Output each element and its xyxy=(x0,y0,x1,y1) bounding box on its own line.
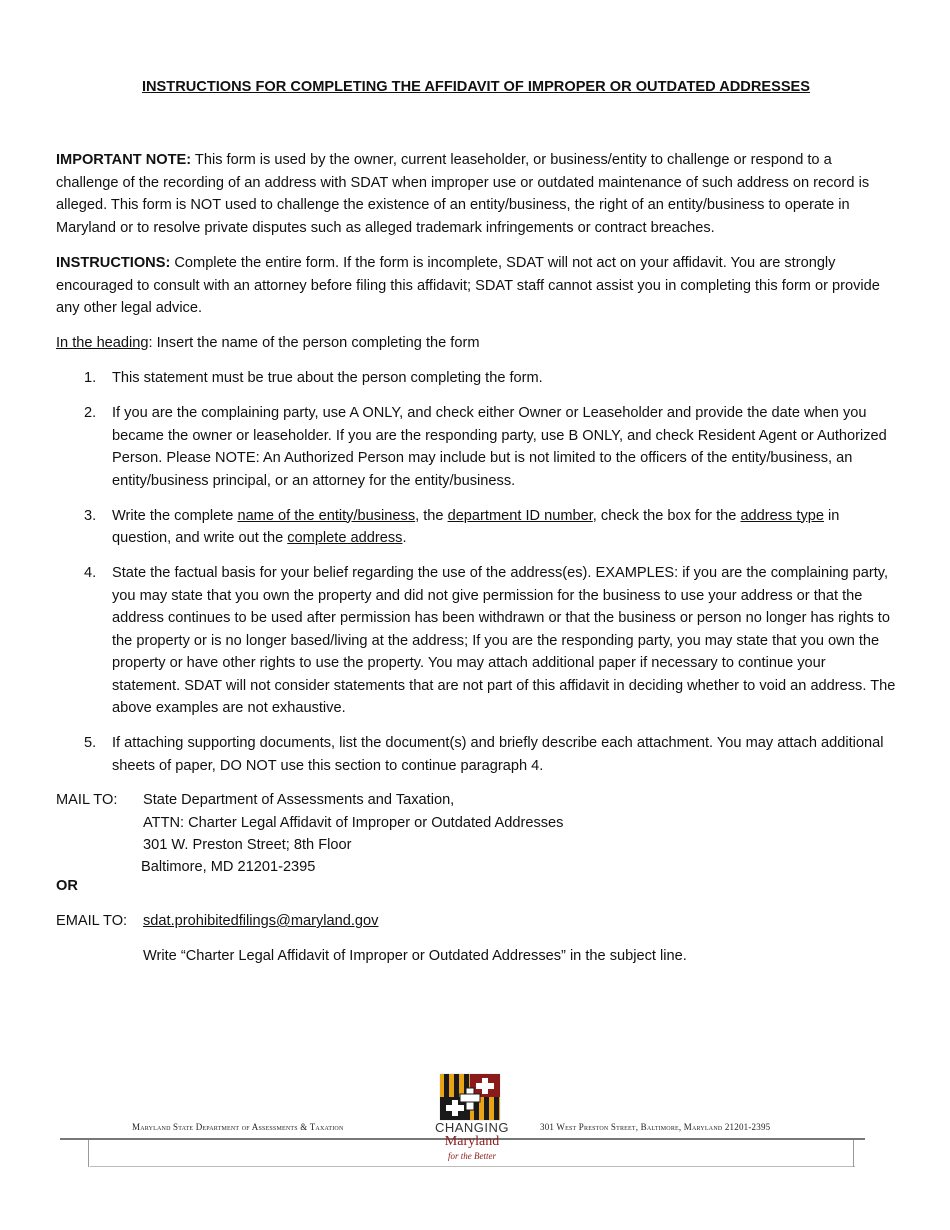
email-subject-note: Write “Charter Legal Affidavit of Improper or Outdated Addresses” in the subject line. xyxy=(143,948,687,964)
list-text: This statement must be true about the person completing the form. xyxy=(112,370,543,386)
list-text-part: in question, and write out the xyxy=(112,507,840,546)
footer-rule-tick xyxy=(853,1140,854,1167)
mail-address xyxy=(143,789,563,877)
important-note-label: IMPORTANT NOTE: xyxy=(56,152,192,168)
list-item xyxy=(56,732,896,777)
logo-maryland-text: Maryland xyxy=(444,1134,500,1149)
footer-rule-tick xyxy=(88,1140,89,1167)
email-link[interactable]: sdat.prohibitedfilings@maryland.gov xyxy=(143,913,379,929)
changing-maryland-logo xyxy=(428,1072,518,1172)
instructions-paragraph xyxy=(56,252,896,320)
department-id-term: department ID number xyxy=(447,507,593,524)
mail-line: State Department of Assessments and Taxation, xyxy=(143,792,455,808)
heading-label: In the heading xyxy=(56,335,149,351)
list-number: 5. xyxy=(84,735,97,751)
list-text-part: Write the complete xyxy=(112,507,238,524)
email-to-label: EMAIL TO: xyxy=(56,913,128,929)
entity-name-term: name of the entity/business xyxy=(237,507,416,524)
footer-department-name: Maryland State Department of Assessments & Taxation xyxy=(132,1122,344,1132)
important-note-paragraph xyxy=(56,149,896,239)
list-number: 3. xyxy=(84,507,97,524)
footer-address: 301 West Preston Street, Baltimore, Maryland 21201-2395 xyxy=(540,1122,771,1132)
mail-line: 301 W. Preston Street; 8th Floor xyxy=(143,837,352,853)
mail-line: Baltimore, MD 21201-2395 xyxy=(141,858,316,875)
list-item xyxy=(56,505,896,550)
list-text-part: , check the box for the xyxy=(592,507,741,524)
list-text: If attaching supporting documents, list the document(s) and briefly describe each attachment. You may attach additional sheets of paper, DO NOT use this section to continue paragraph 4. xyxy=(112,735,884,774)
list-item xyxy=(56,562,896,720)
mail-to-label: MAIL TO: xyxy=(56,792,118,808)
address-type-term: address type xyxy=(740,507,824,524)
logo-changing-text: CHANGING xyxy=(434,1120,510,1135)
list-text: State the factual basis for your belief regarding the use of the address(es). EXAMPLES: if you are the complaining party, you may state that you own the property and did not give permission for the business to use your address or that the address continues to be used after permission has been withdrawn or that the business or person no longer has rights to the property or is no longer based/living at the address; If you are the responding party, you may state that you own the property or have other rights to use the property. You may attach additional paper if necessary to continue your statement. SDAT will not consider statements that are not part of this affidavit in deciding whether to void an address. The above examples are not exhaustive. xyxy=(112,565,896,716)
list-item xyxy=(56,402,896,492)
instructions-label: INSTRUCTIONS: xyxy=(56,255,171,271)
list-number: 4. xyxy=(84,565,97,581)
or-separator: OR xyxy=(56,878,78,894)
instructions-text: Complete the entire form. If the form is incomplete, SDAT will not act on your affidavit. You are strongly encouraged to consult with an attorney before filing this affidavit; SDAT staff cannot assist you in completing this form or provide any other legal advice. xyxy=(56,255,880,316)
list-text-part: . xyxy=(402,530,407,546)
list-text-part: , the xyxy=(415,507,448,524)
list-number: 1. xyxy=(84,370,97,386)
heading-text: : Insert the name of the person completing the form xyxy=(148,335,480,351)
maryland-flag-icon xyxy=(428,1072,518,1124)
list-text: If you are the complaining party, use A ONLY, and check either Owner or Leaseholder and provide the date when you became the owner or leaseholder. If you are the responding party, use B ONLY, and check Resident Agent or Authorized Person. Please NOTE: An Authorized Person may include but is not limited to the officers of the entity/business, an entity/business principal, or an attorney for the entity/business. xyxy=(112,405,887,489)
complete-address-term: complete address xyxy=(287,530,403,546)
logo-tagline-text: for the Better xyxy=(448,1151,496,1161)
instruction-list xyxy=(56,367,896,790)
important-note-text: This form is used by the owner, current leaseholder, or business/entity to challenge or respond to a challenge of the recording of an address with SDAT when improper use or outdated maintenance of such address on record is alleged. This form is NOT used to challenge the existence of an entity/business, the right of an entity/business to operate in Maryland or to resolve private disputes such as alleged trademark infringements or contract breaches. xyxy=(56,152,870,236)
mail-line: ATTN: Charter Legal Affidavit of Improper or Outdated Addresses xyxy=(143,814,564,831)
heading-instruction xyxy=(56,332,896,355)
list-number: 2. xyxy=(84,405,97,421)
page-title: INSTRUCTIONS FOR COMPLETING THE AFFIDAVIT OF IMPROPER OR OUTDATED ADDRESSES xyxy=(141,79,811,95)
list-item xyxy=(56,367,896,390)
